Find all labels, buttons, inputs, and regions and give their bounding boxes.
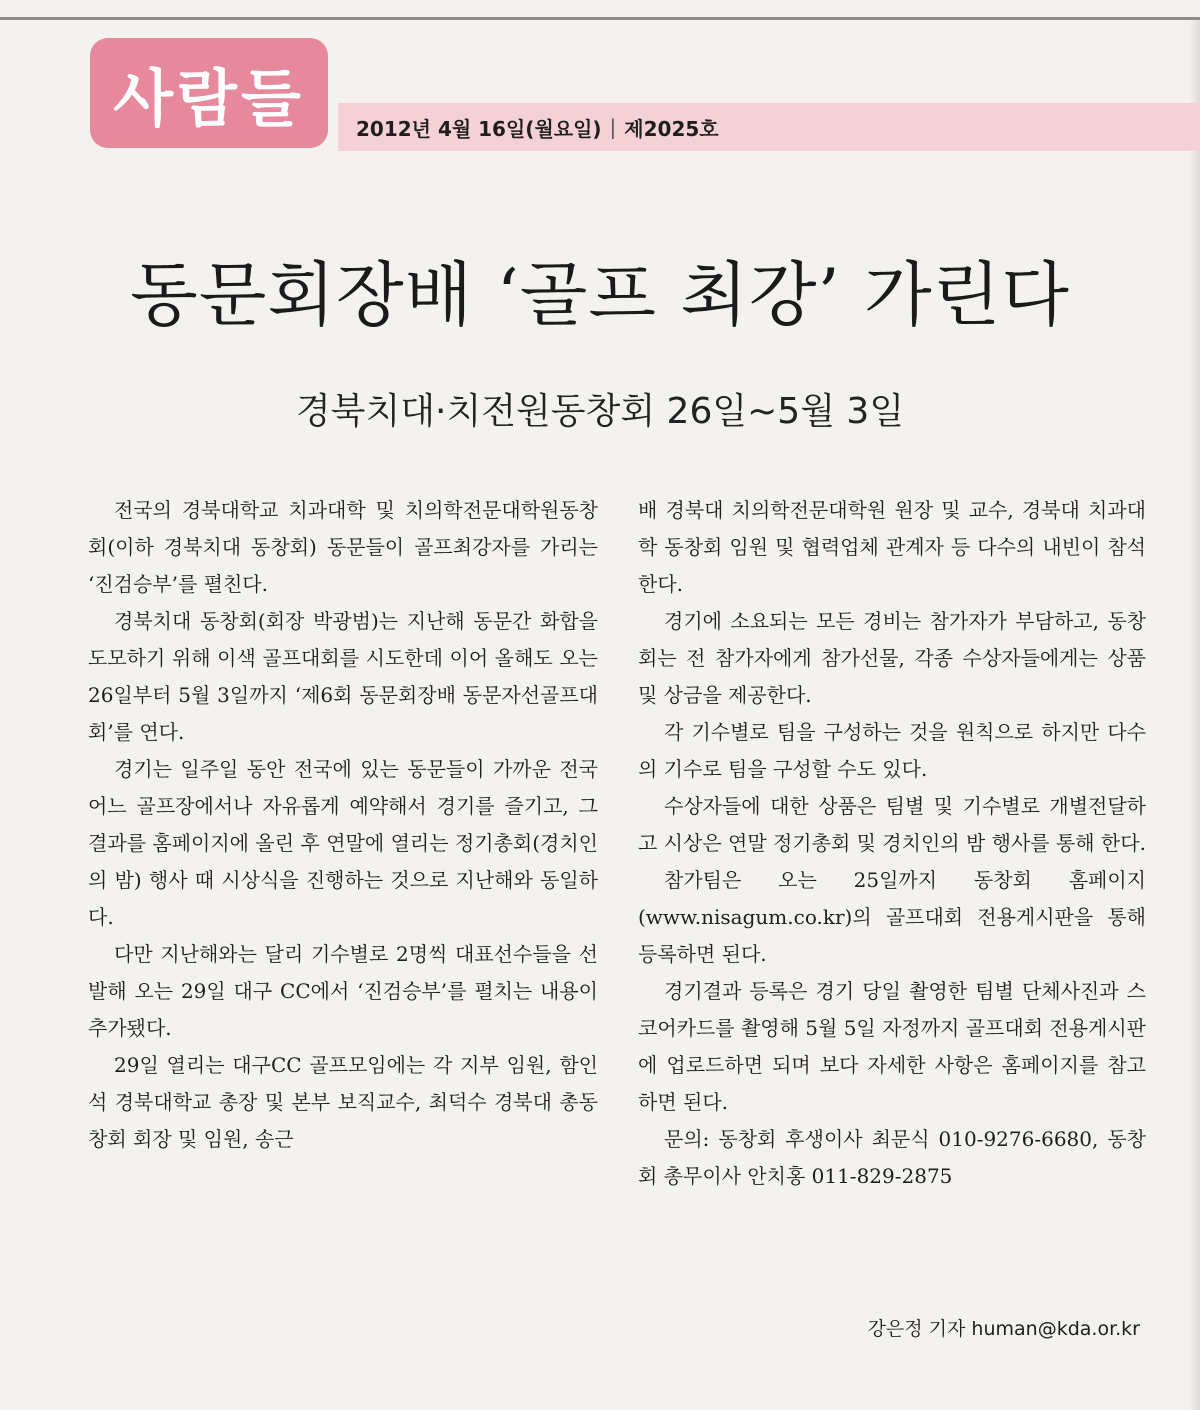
paragraph: 수상자들에 대한 상품은 팀별 및 기수별로 개별전달하고 시상은 연말 정기총회 및 경치인의 밤 행사를 통해 한다.: [638, 794, 1146, 855]
paragraph: 경북치대 동창회(회장 박광범)는 지난해 동문간 화합을 도모하기 위해 이색 골프대회를 시도한데 이어 올해도 오는 26일부터 5월 3일까지 ‘제6회 동문회장배 동문자선골프대회’를 연다.: [88, 609, 598, 744]
paragraph: 각 기수별로 팀을 구성하는 것을 원칙으로 하지만 다수의 기수로 팀을 구성할 수도 있다.: [638, 720, 1146, 781]
paragraph: 경기결과 등록은 경기 당일 촬영한 팀별 단체사진과 스코어카드를 촬영해 5월 5일 자정까지 골프대회 전용게시판에 업로드하면 되며 보다 자세한 사항은 홈페이지를 참고하면 된다.: [638, 979, 1146, 1114]
paragraph: 경기는 일주일 동안 전국에 있는 동문들이 가까운 전국 어느 골프장에서나 자유롭게 예약해서 경기를 즐기고, 그 결과를 홈페이지에 올린 후 연말에 열리는 정기총회(경치인의 밤) 행사 때 시상식을 진행하는 것으로 지난해와 동일하다.: [88, 757, 598, 929]
section-badge: 사람들: [90, 38, 328, 148]
paragraph: 29일 열리는 대구CC 골프모임에는 각 지부 임원, 함인석 경북대학교 총장 및 본부 보직교수, 최덕수 경북대 총동창회 회장 및 임원, 송근: [88, 1053, 598, 1151]
headline: 동문회장배 ‘골프 최강’ 가린다: [130, 254, 1070, 336]
right-column: [638, 492, 1146, 1195]
subheadline: 경북치대·치전원동창회 26일~5월 3일: [295, 391, 905, 432]
byline: 강은정 기자 human@kda.or.kr: [867, 1318, 1140, 1340]
paragraph: 전국의 경북대학교 치과대학 및 치의학전문대학원동창회(이하 경북치대 동창회) 동문들이 골프최강자를 가리는 ‘진검승부’를 펼친다.: [88, 498, 598, 596]
paragraph: 경기에 소요되는 모든 경비는 참가자가 부담하고, 동창회는 전 참가자에게 참가선물, 각종 수상자들에게는 상품 및 상금을 제공한다.: [638, 609, 1146, 707]
left-column: [88, 492, 598, 1158]
top-rule: [0, 17, 1200, 20]
paragraph: 다만 지난해와는 달리 기수별로 2명씩 대표선수들을 선발해 오는 29일 대구 CC에서 ‘진검승부’를 펼치는 내용이 추가됐다.: [88, 942, 598, 1040]
paragraph: 참가팀은 오는 25일까지 동창회 홈페이지(www.nisagum.co.kr)의 골프대회 전용게시판을 통해 등록하면 된다.: [638, 868, 1146, 966]
contact-paragraph: 문의: 동창회 후생이사 최문식 010-9276-6680, 동창회 총무이사 안치홍 011-829-2875: [638, 1127, 1146, 1188]
issue-number: 제2025호: [624, 116, 719, 141]
date-separator: |: [609, 115, 617, 139]
page-edge-shadow: [1190, 20, 1200, 1410]
publication-date: 2012년 4월 16일(월요일): [356, 116, 602, 141]
date-strip: [338, 103, 1200, 151]
paragraph-continuation: 배 경북대 치의학전문대학원 원장 및 교수, 경북대 치과대학 동창회 임원 및 협력업체 관계자 등 다수의 내빈이 참석한다.: [638, 498, 1146, 596]
